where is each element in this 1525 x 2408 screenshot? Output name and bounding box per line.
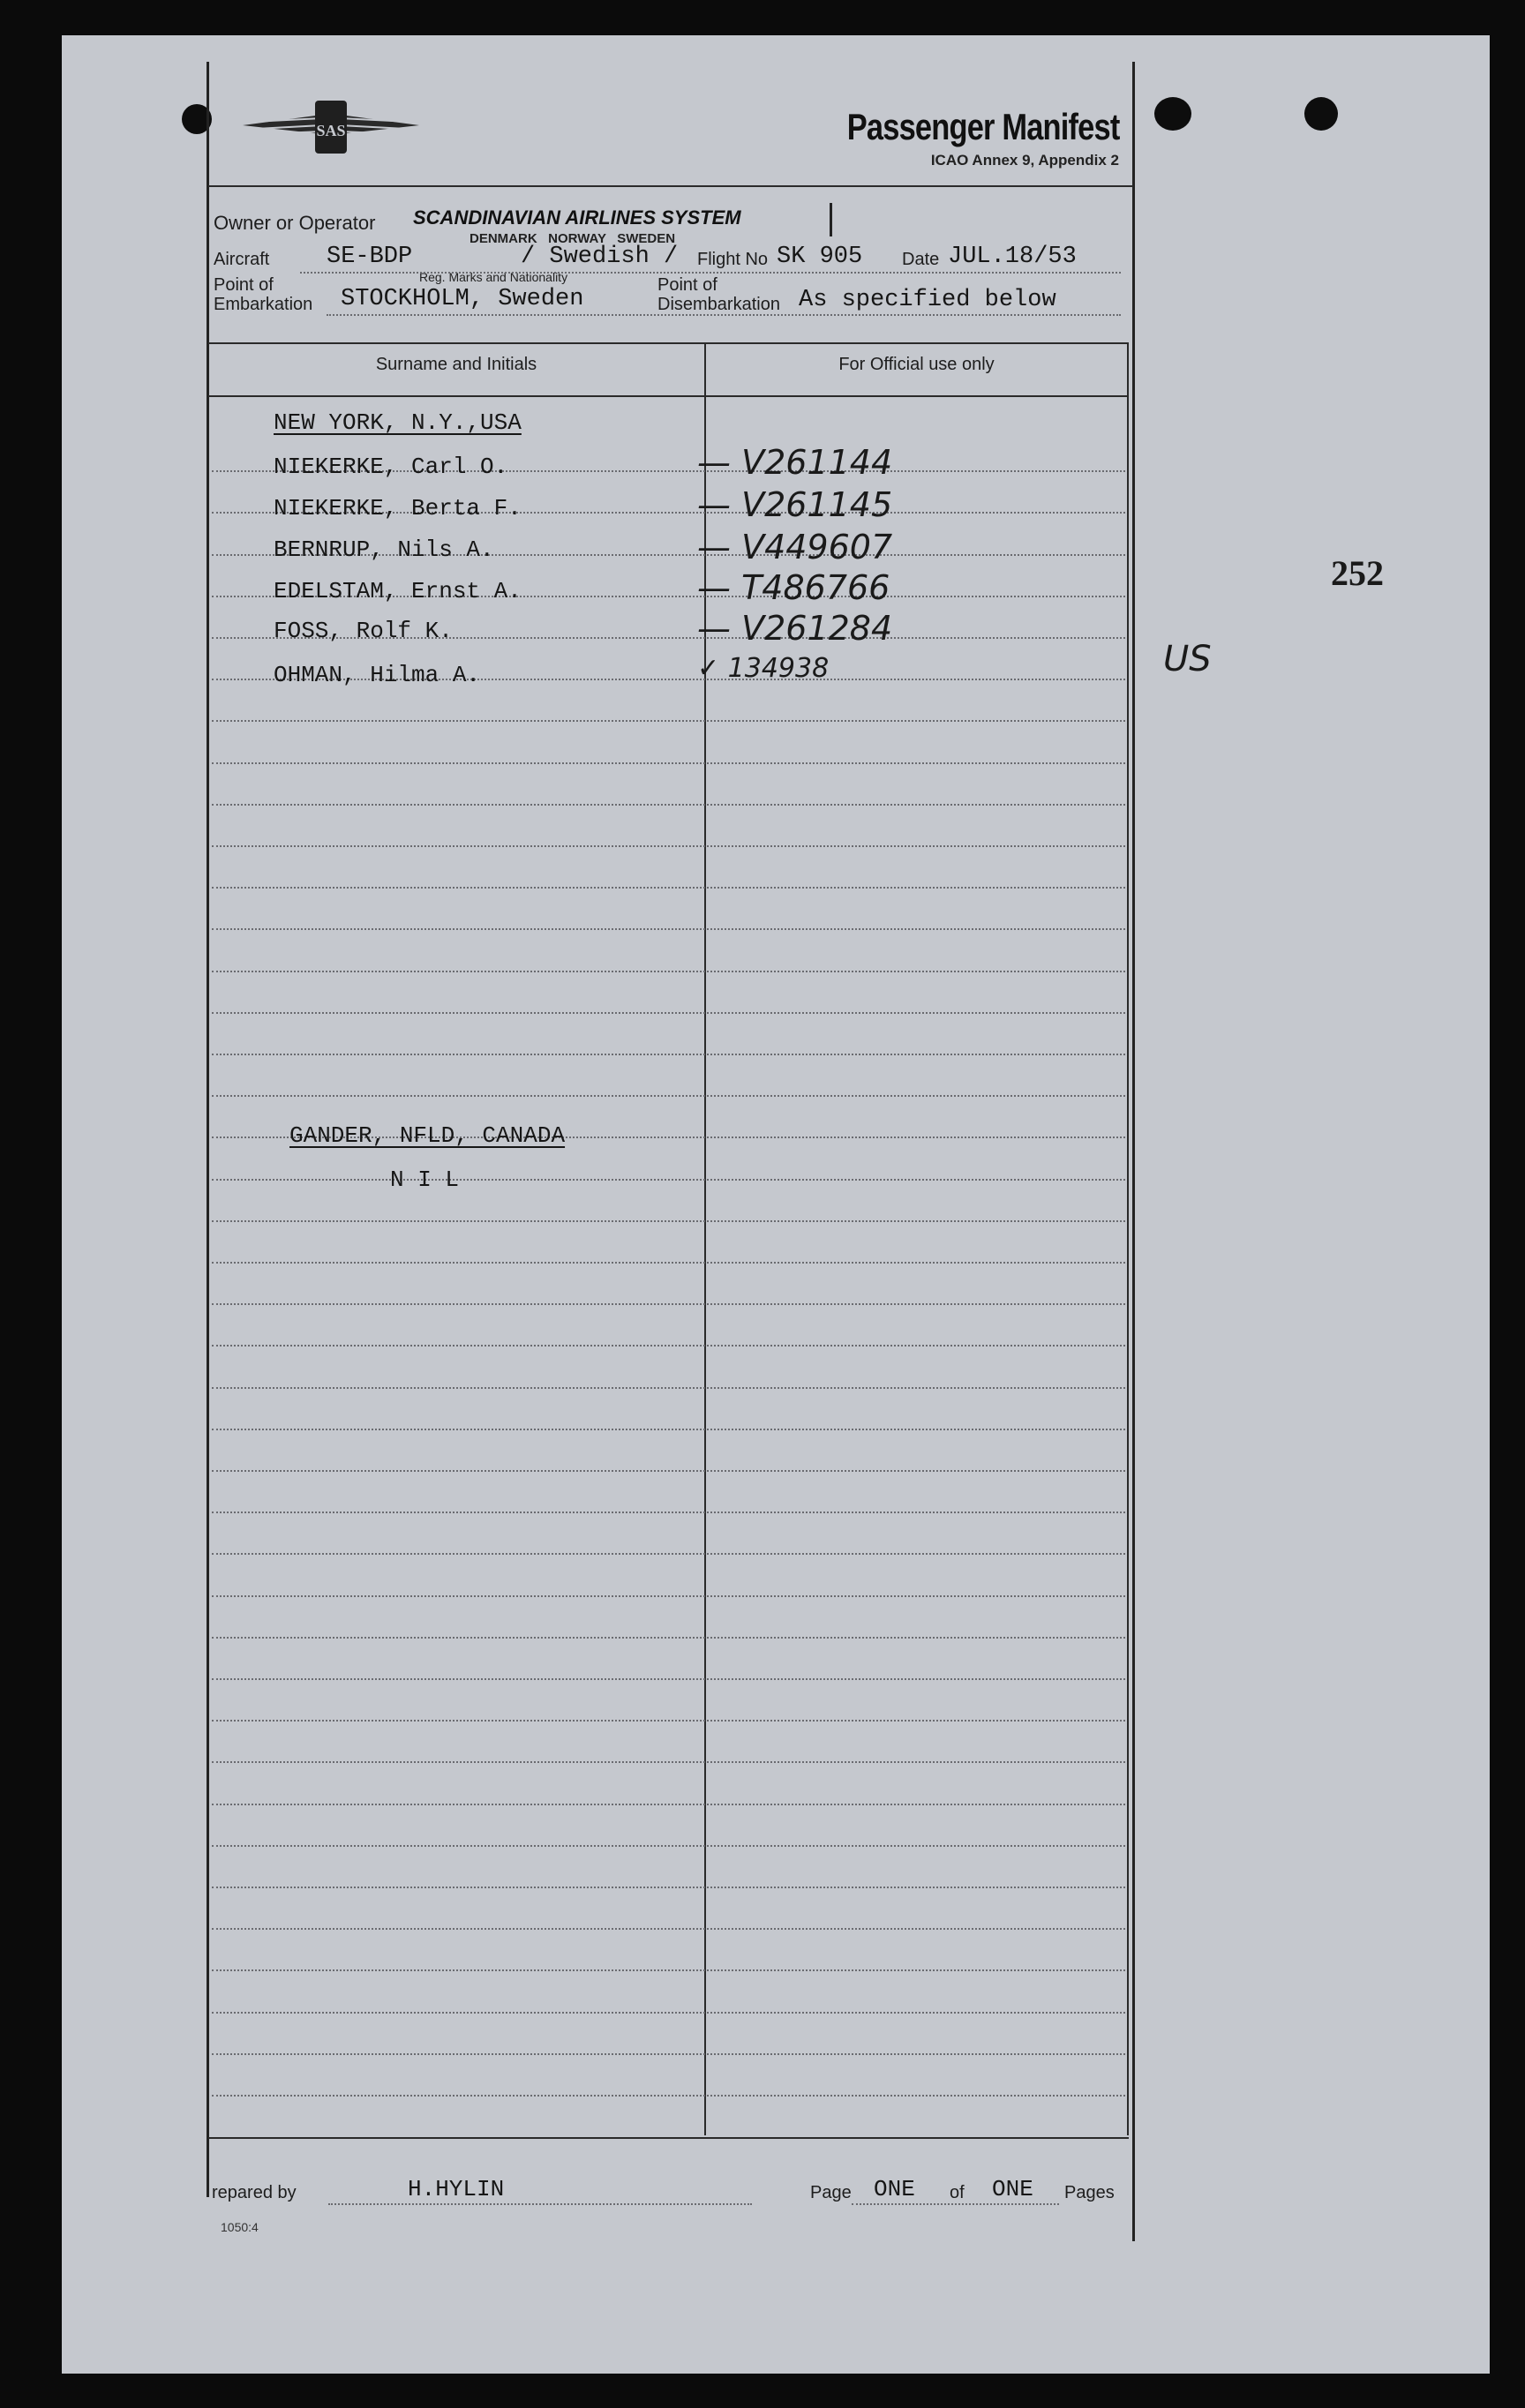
ruled-line: [212, 1804, 1125, 1805]
stamp-number: 252: [1331, 553, 1384, 593]
aircraft-row-rule: [300, 272, 1121, 274]
form-top-border: [208, 185, 1133, 187]
form-code: 1050:4: [221, 2220, 259, 2234]
punch-hole: [1304, 97, 1338, 131]
of-label: of: [950, 2183, 965, 2202]
ruled-line: [212, 2012, 1125, 2014]
ruled-line: [212, 1054, 1125, 1055]
ruled-line: [212, 1637, 1125, 1639]
ruled-line: [212, 971, 1125, 972]
owner-mark: [830, 203, 832, 236]
passenger-name: EDELSTAM, Ernst A.: [274, 578, 522, 604]
official-entry: — V261145: [697, 485, 893, 524]
ruled-line: [212, 1262, 1125, 1264]
ruled-line: [212, 1387, 1125, 1389]
ruled-line: [212, 1928, 1125, 1930]
page-rule: [852, 2203, 1059, 2205]
flight-label: Flight No: [697, 250, 769, 269]
prepared-by-value: H.HYLIN: [408, 2176, 505, 2202]
disembark-label-2: Disembarkation: [657, 295, 780, 314]
ruled-line: [212, 887, 1125, 889]
owner-countries: DENMARK NORWAY SWEDEN: [470, 231, 676, 246]
page-value: ONE: [874, 2176, 915, 2202]
ruled-line: [212, 1012, 1125, 1014]
nil-note: N I L: [390, 1166, 460, 1193]
aircraft-value: SE-BDP: [327, 244, 413, 270]
page-title: Passenger Manifest: [846, 106, 1119, 147]
ruled-line: [212, 1470, 1125, 1472]
ruled-line: [212, 1303, 1125, 1305]
embark-value: STOCKHOLM, Sweden: [341, 286, 584, 312]
owner-label: Owner or Operator: [214, 212, 376, 234]
reg-marks-note: Reg. Marks and Nationality: [419, 270, 568, 284]
table-right-border: [1127, 342, 1129, 2135]
disembark-value: As specified below: [799, 287, 1056, 313]
passenger-name: BERNRUP, Nils A.: [274, 536, 494, 563]
ruled-line: [212, 1595, 1125, 1597]
ruled-line: [212, 1095, 1125, 1097]
ruled-line: [212, 1969, 1125, 1971]
ruled-line: [212, 1678, 1125, 1680]
column-header-surname: Surname and Initials: [375, 355, 537, 374]
disembark-label-1: Point of: [657, 275, 717, 295]
embark-row-rule: [327, 314, 1121, 316]
ruled-line: [212, 2053, 1125, 2055]
flight-value: SK 905: [777, 244, 863, 270]
embark-label-2: Embarkation: [214, 295, 313, 314]
ruled-line: [212, 1345, 1125, 1347]
date-label: Date: [902, 250, 940, 269]
pages-label: Pages: [1064, 2183, 1115, 2202]
aircraft-label: Aircraft: [214, 250, 270, 269]
ruled-line: [212, 928, 1125, 930]
ruled-line: [212, 1429, 1125, 1430]
total-pages-value: ONE: [992, 2176, 1033, 2202]
column-header-official: For Official use only: [838, 355, 995, 374]
destination-heading: GANDER, NFLD, CANADA: [289, 1122, 566, 1149]
passenger-name: NIEKERKE, Carl O.: [274, 454, 508, 480]
ruled-line: [212, 1512, 1125, 1513]
prepared-by-rule: [328, 2203, 752, 2205]
embark-label-1: Point of: [214, 275, 274, 295]
ruled-line: [212, 762, 1125, 764]
svg-text:SAS: SAS: [316, 122, 346, 139]
page-label: Page: [810, 2183, 852, 2202]
page-subtitle: ICAO Annex 9, Appendix 2: [930, 152, 1119, 169]
sas-logo: [234, 88, 428, 168]
official-entry: — V261144: [697, 443, 893, 482]
ruled-line: [212, 1887, 1125, 1888]
right-rule: [1132, 62, 1135, 2241]
manifest-sheet: [62, 35, 1490, 2374]
ruled-line: [212, 2095, 1125, 2097]
owner-value: SCANDINAVIAN AIRLINES SYSTEM: [413, 206, 741, 229]
prepared-by-label: repared by: [212, 2183, 297, 2202]
ruled-line: [212, 1179, 1125, 1181]
date-value: JUL.18/53: [948, 244, 1077, 270]
passenger-name: NIEKERKE, Berta F.: [274, 495, 522, 521]
ruled-line: [212, 845, 1125, 847]
ruled-line: [212, 1761, 1125, 1763]
passenger-name: OHMAN, Hilma A.: [274, 662, 481, 688]
official-entry: — V449607: [697, 528, 893, 566]
table-frame: [208, 342, 1129, 2139]
nationality-value: / Swedish /: [521, 244, 679, 270]
ruled-line: [212, 1553, 1125, 1555]
passenger-name: FOSS, Rolf K.: [274, 618, 453, 644]
ruled-line: [212, 1845, 1125, 1847]
ruled-line: [212, 804, 1125, 806]
header-underline: [208, 395, 1129, 397]
destination-heading: NEW YORK, N.Y.,USA: [274, 409, 522, 436]
official-entry: — T486766: [697, 568, 890, 607]
official-entry: — V261284: [697, 609, 893, 648]
ruled-line: [212, 1720, 1125, 1722]
ruled-line: [212, 720, 1125, 722]
margin-note: US: [1163, 639, 1212, 679]
official-entry: ✓ 134938: [697, 653, 830, 684]
punch-hole: [1154, 97, 1191, 131]
ruled-line: [212, 1220, 1125, 1222]
